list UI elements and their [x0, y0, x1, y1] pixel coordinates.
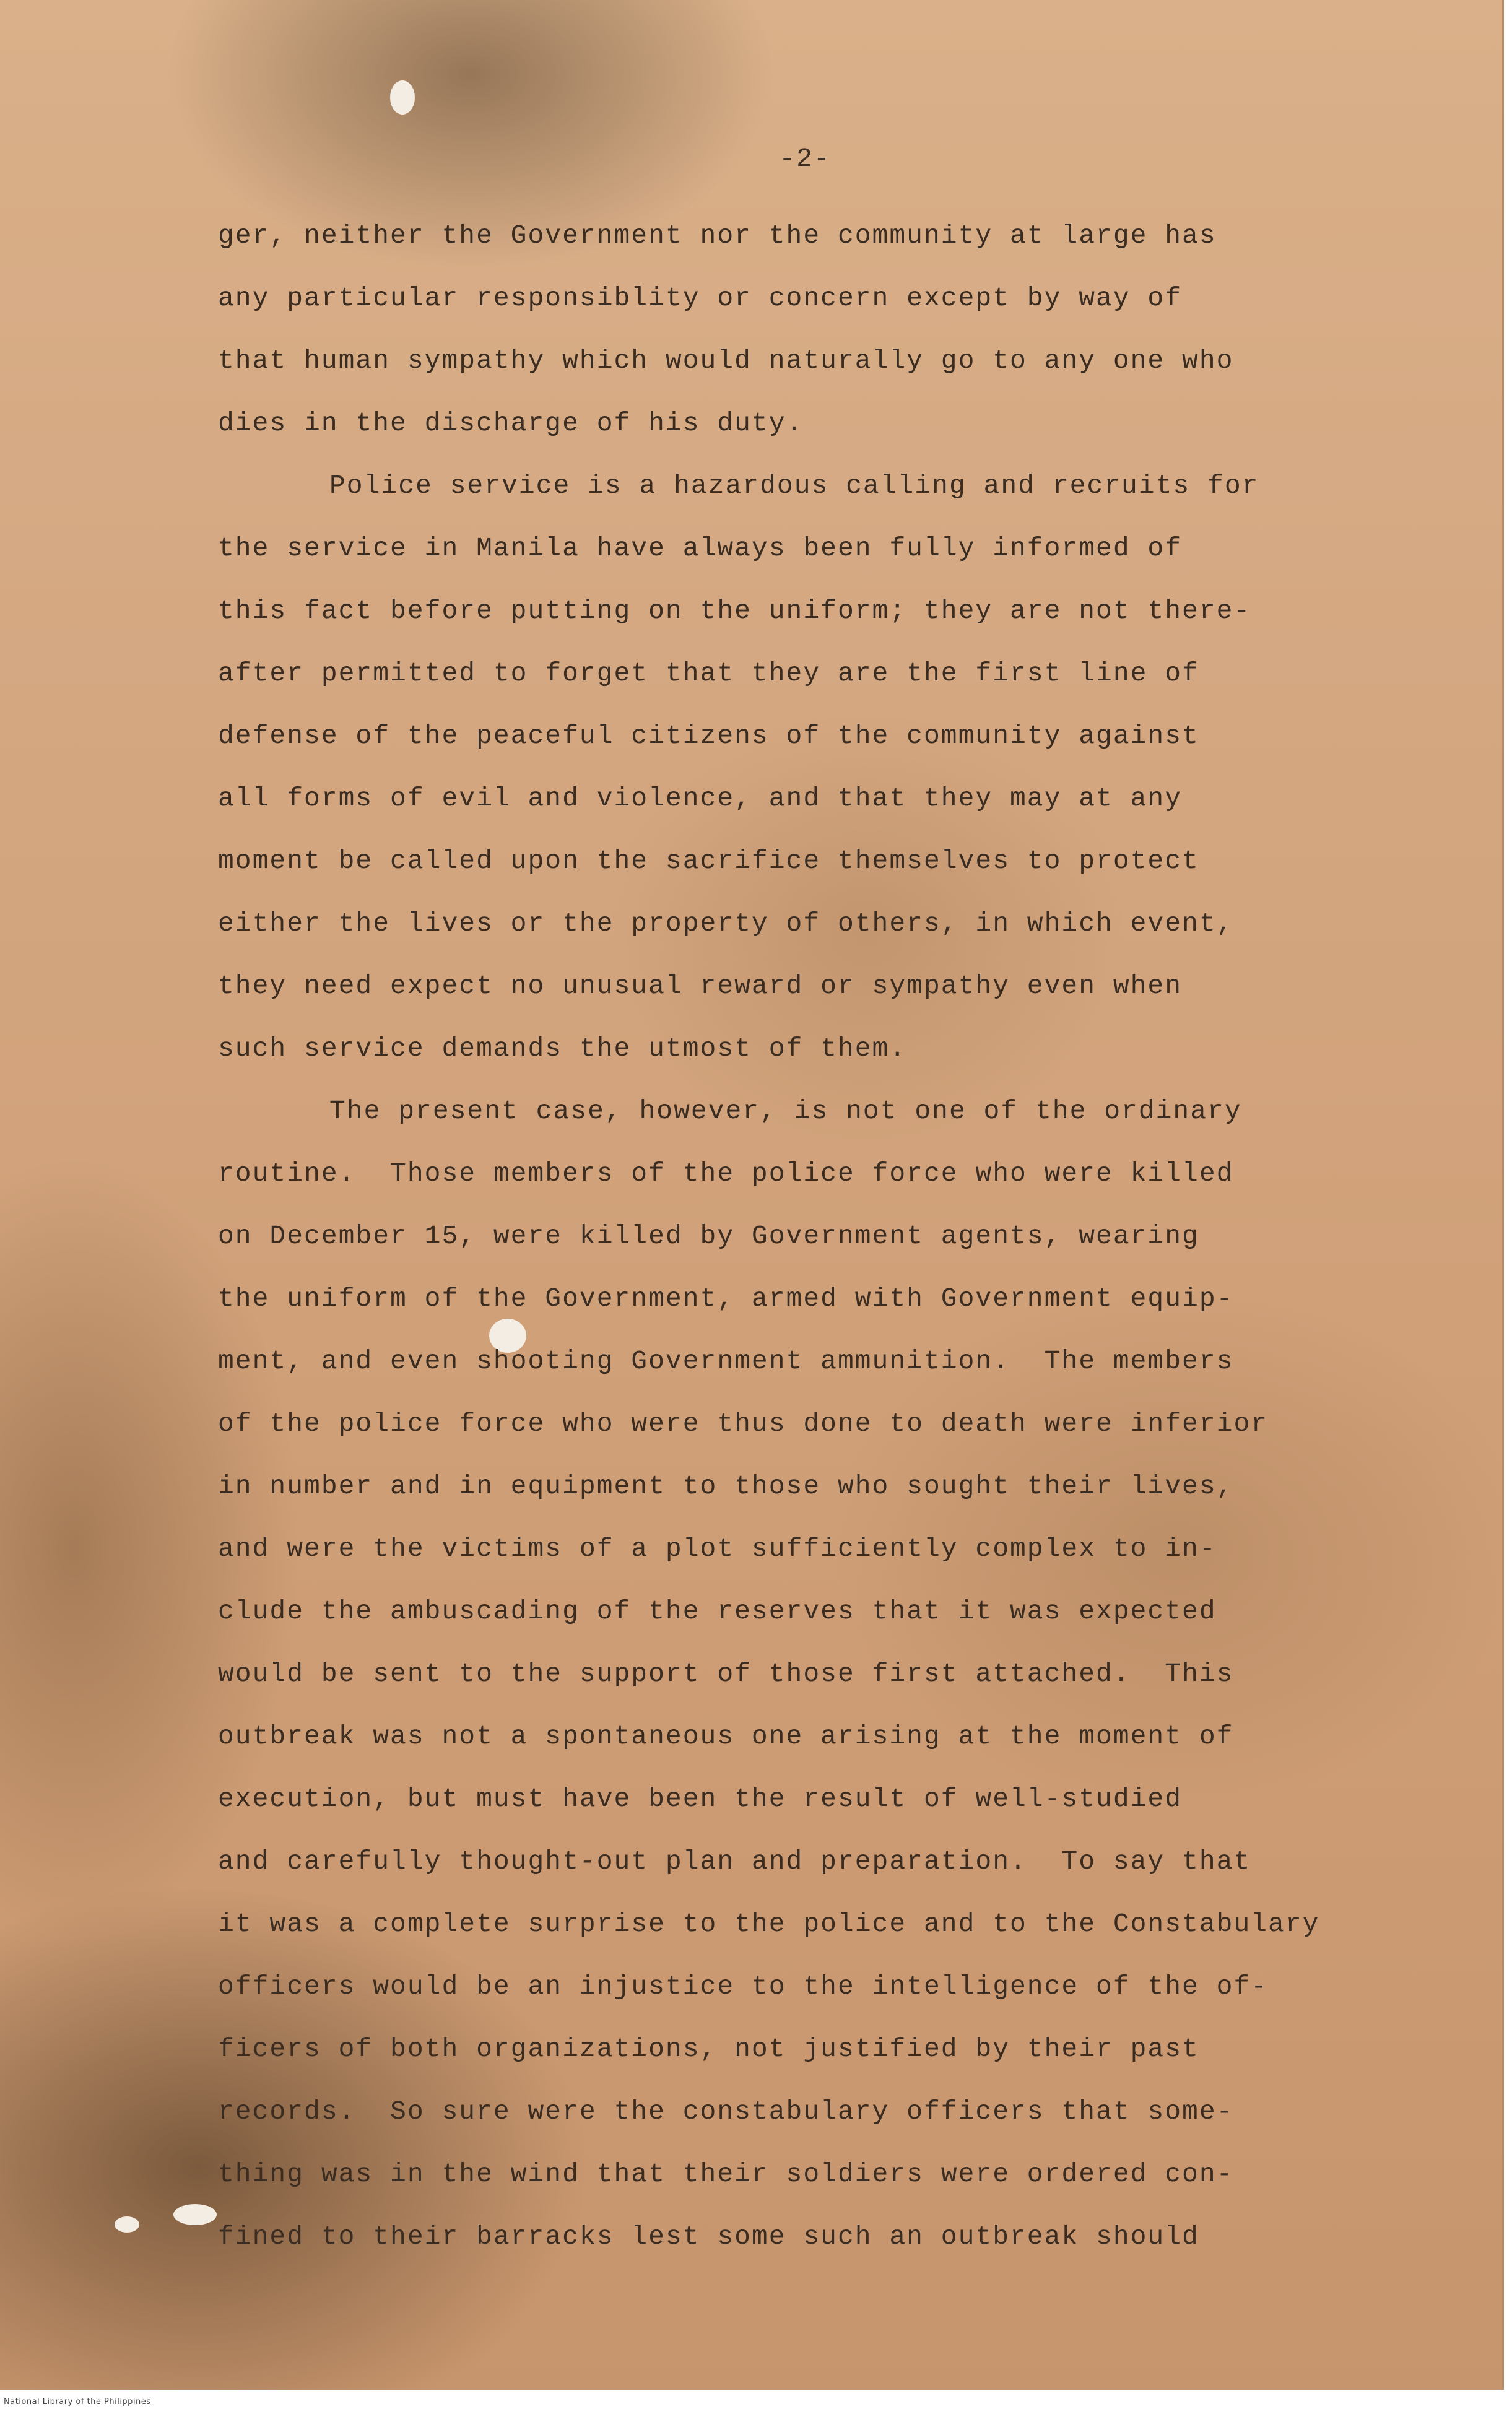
- text-line: clude the ambuscading of the reserves that it was expected: [218, 1596, 1217, 1626]
- text-line: ment, and even shooting Government ammunition. The members: [218, 1346, 1234, 1376]
- text-line: it was a complete surprise to the police and to the Constabulary: [218, 1909, 1320, 1939]
- text-line: ficers of both organizations, not justified by their past: [218, 2034, 1199, 2064]
- paper-hole: [115, 2216, 139, 2233]
- text-line: would be sent to the support of those first attached. This: [218, 1659, 1234, 1689]
- archive-footer: National Library of the Philippines: [4, 2397, 151, 2407]
- paper-hole: [390, 80, 415, 115]
- text-line: the service in Manila have always been fully informed of: [218, 533, 1183, 563]
- text-line: after permitted to forget that they are the first line of: [218, 658, 1199, 688]
- text-line: all forms of evil and violence, and that they may at any: [218, 783, 1183, 814]
- text-line: dies in the discharge of his duty.: [218, 408, 804, 438]
- text-line: they need expect no unusual reward or sympathy even when: [218, 971, 1183, 1001]
- text-line: in number and in equipment to those who sought their lives,: [218, 1471, 1234, 1501]
- text-line: of the police force who were thus done to death were inferior: [218, 1409, 1269, 1439]
- text-line: any particular responsiblity or concern except by way of: [218, 283, 1183, 313]
- text-line: outbreak was not a spontaneous one arising at the moment of: [218, 1721, 1234, 1751]
- paper-hole: [173, 2204, 217, 2225]
- text-line: that human sympathy which would naturally go to any one who: [218, 345, 1234, 376]
- text-line: fined to their barracks lest some such an outbreak should: [218, 2221, 1199, 2252]
- text-line: records. So sure were the constabulary officers that some-: [218, 2096, 1234, 2127]
- text-line: moment be called upon the sacrifice themselves to protect: [218, 846, 1199, 876]
- text-line: The present case, however, is not one of the ordinary: [329, 1096, 1242, 1126]
- text-line: routine. Those members of the police force who were killed: [218, 1158, 1234, 1189]
- text-line: thing was in the wind that their soldiers were ordered con-: [218, 2159, 1234, 2189]
- text-line: defense of the peaceful citizens of the community against: [218, 721, 1199, 751]
- text-line: either the lives or the property of others, in which event,: [218, 908, 1234, 939]
- text-line: on December 15, were killed by Government agents, wearing: [218, 1221, 1199, 1251]
- text-line: execution, but must have been the result of well-studied: [218, 1784, 1183, 1814]
- document-body: [218, 204, 1444, 2268]
- text-line: officers would be an injustice to the intelligence of the of-: [218, 1971, 1269, 2002]
- text-line: ger, neither the Government nor the community at large has: [218, 220, 1217, 251]
- text-line: this fact before putting on the uniform; they are not there-: [218, 596, 1251, 626]
- text-line: and were the victims of a plot sufficiently complex to in-: [218, 1534, 1217, 1564]
- text-line: and carefully thought-out plan and preparation. To say that: [218, 1846, 1251, 1877]
- page-number: -2-: [779, 144, 831, 174]
- text-line: the uniform of the Government, armed with Government equip-: [218, 1283, 1234, 1314]
- text-line: Police service is a hazardous calling and recruits for: [329, 471, 1259, 501]
- text-line: such service demands the utmost of them.: [218, 1033, 907, 1064]
